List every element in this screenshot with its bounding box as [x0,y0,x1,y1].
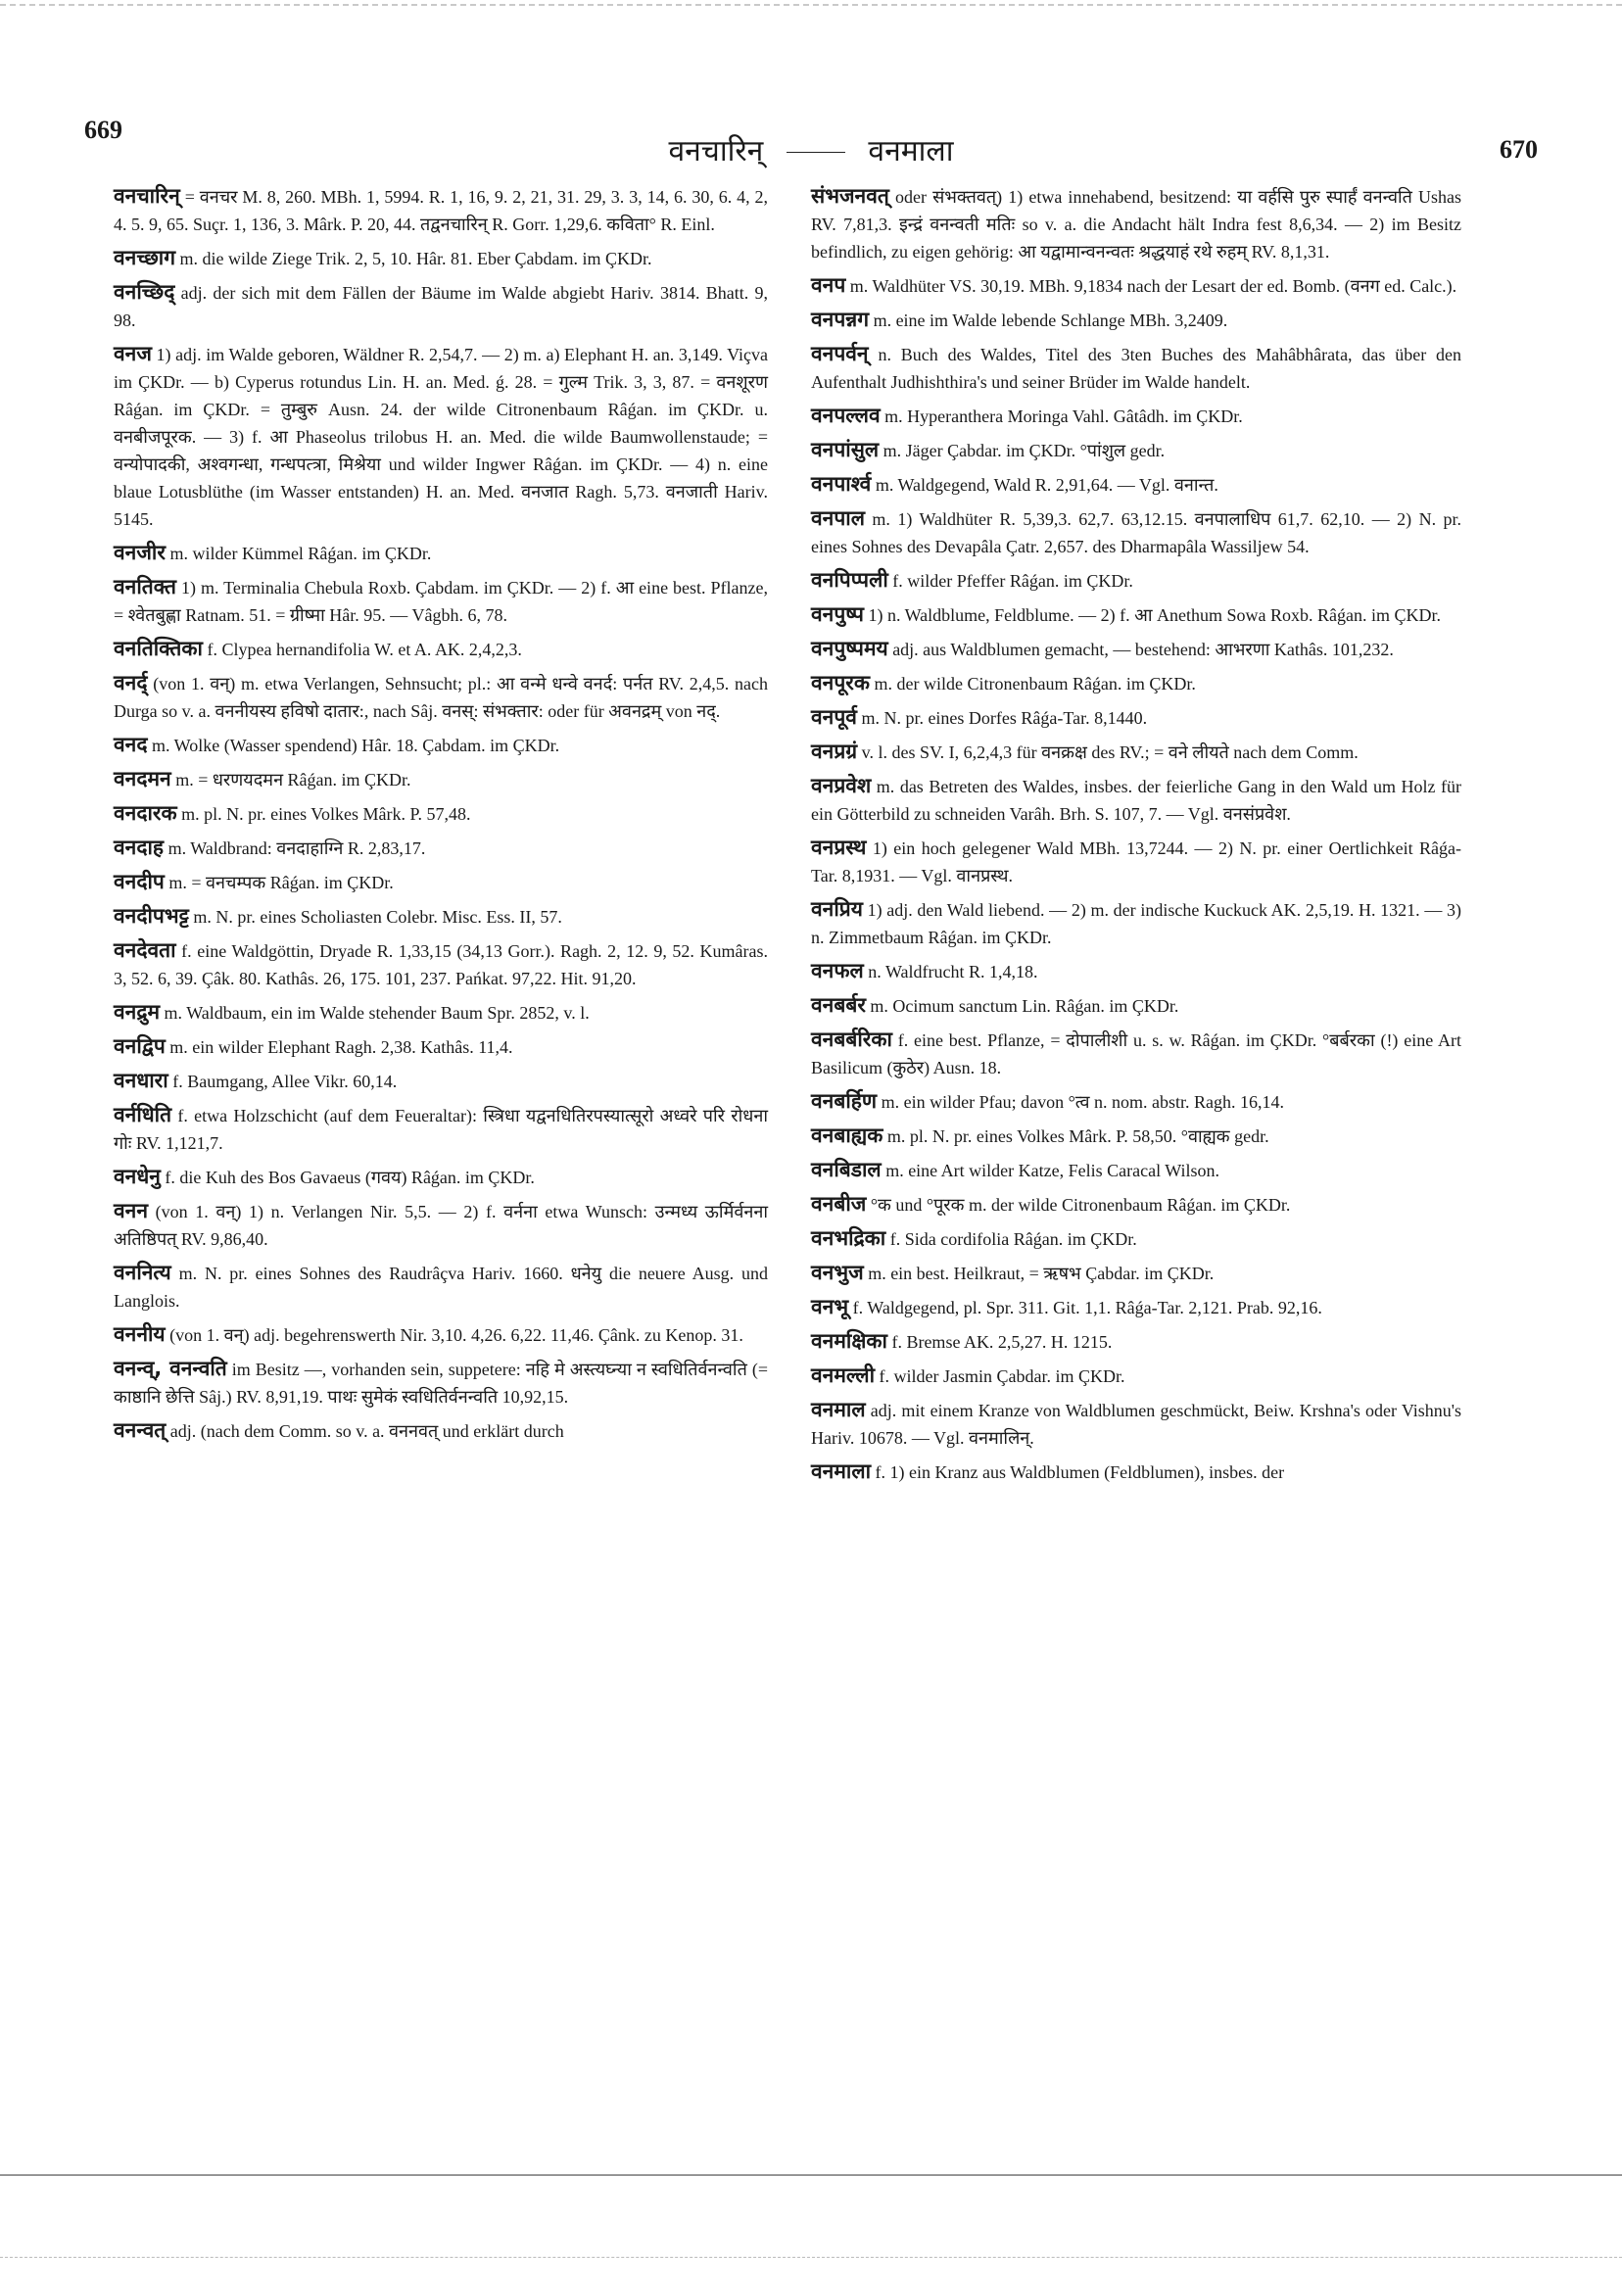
entry-definition: f. 1) ein Kranz aus Waldblumen (Feldblumen), insbes. der [875,1462,1285,1482]
entry-definition: im Besitz —, vorhanden sein, suppetere: नहि मे अस्त्यघ्न्या न स्वधितिर्वनन्वति (= काष्ठानि छेत्ति Sâj.) RV. 8,91,19. पाथः सुमेकं स्वधितिर्वनन्वति 10,92,15. [114,1360,769,1407]
entry-headword: वनपाल [811,506,865,530]
entry-headword: वनधारा [114,1069,168,1092]
entry-definition: (von 1. वन्) 1) n. Verlangen Nir. 5,5. — 2) f. वर्नना etwa Wunsch: उन्मध्य ऊर्मिर्वनना अतिष्ठिपत् RV. 9,86,40. [114,1202,769,1249]
entry-definition: m. die wilde Ziege Trik. 2, 5, 10. Hâr. 81. Eber Çabdam. im ÇKDr. [179,249,652,268]
entry-headword: वनतिक्त [114,575,176,598]
dictionary-entry [811,504,1461,560]
dictionary-entry [811,1362,1461,1390]
dictionary-entry [811,991,1461,1020]
entry-definition: adj. mit einem Kranze von Waldblumen geschmückt, Beiw. Krshna's oder Vishnu's Hariv. 10678. — Vgl. वनमालिन्. [811,1401,1462,1448]
entry-headword: वनचारिन् [114,184,180,208]
dictionary-entry [114,635,768,663]
scan-top-edge [0,4,1622,6]
dictionary-entry [114,936,768,992]
page-number-right: 670 [1500,135,1538,164]
entry-headword: वनबर्बरिका [811,1028,892,1051]
dictionary-entry [811,1190,1461,1219]
entry-headword: वनद्विप [114,1034,166,1058]
entry-definition: 1) adj. im Walde geboren, Wäldner R. 2,54,7. — 2) m. a) Elephant H. an. 3,149. Viçva im ÇKDr. — b) Cyperus rotundus Lin. H. an. Med. ǵ. 28. = गुल्म Trik. 3, 3, 87. = वनशूरण Râǵan. im ÇKDr. = तुम्बुरु Ausn. 24. der wilde Citronenbaum Râǵan. im ÇKDr. u. वनबीजपूरक. — 3) f. आ Phaseolus trilobus H. an. Med. die wilde Baumwollenstaude; = वन्योपादकी, अश्वगन्धा, गन्धपत्त्रा, मिश्रेया und wilder Ingwer Râǵan. im ÇKDr. — 4) n. eine blaue Lotusblüthe (im Wasser entstanden) H. an. Med. वनजात Ragh. 5,73. वनजाती Hariv. 5145. [114,345,768,529]
entry-definition: f. die Kuh des Bos Gavaeus (गवय) Râǵan. im ÇKDr. [165,1168,535,1187]
dictionary-entry [811,1122,1461,1150]
dictionary-entry [114,1197,768,1253]
dictionary-entry [114,765,768,793]
entry-headword: वनमाल [811,1398,866,1421]
entry-headword: वनन्व्, वनन्वति [114,1357,227,1380]
entry-definition: m. = वनचम्पक Râǵan. im ÇKDr. [168,873,394,892]
entry-headword: वनन्वत् [114,1418,167,1442]
entry-headword: वनदारक [114,801,177,825]
entry-definition: m. Waldbrand: वनदाहाग्नि R. 2,83,17. [167,838,426,858]
entry-definition: m. = धरणयदमन Râǵan. im ÇKDr. [175,770,411,789]
entry-headword: वनप [811,273,846,297]
running-header [0,129,1622,169]
entry-headword: वनबीज [811,1192,867,1216]
entry-headword: वनमाला [811,1459,872,1483]
header-last-word: वनमाला [868,134,954,168]
entry-definition: m. der wilde Citronenbaum Râǵan. im ÇKDr. [874,674,1196,694]
dictionary-entry [811,1224,1461,1253]
entry-definition: m. N. pr. eines Sohnes des Raudrâçva Hariv. 1660. धनेयु die neuere Ausg. und Langlois. [114,1264,769,1311]
dictionary-entry [114,868,768,896]
entry-definition: f. Sida cordifolia Râǵan. im ÇKDr. [889,1229,1137,1249]
entry-definition: 1) ein hoch gelegener Wald MBh. 13,7244. — 2) N. pr. einer Oertlichkeit Râǵa-Tar. 8,1931. — Vgl. वानप्रस्थ. [811,838,1462,885]
entry-headword: वनबर्हिण [811,1089,878,1113]
entry-headword: वनदाह [114,836,165,859]
entry-headword: वनप्रिय [811,897,863,921]
entry-definition: v. l. des SV. I, 6,2,4,3 für वनक्रक्ष des RV.; = वने लीयते nach dem Comm. [861,742,1359,762]
entry-definition: m. das Betreten des Waldes, insbes. der feierliche Gang in den Wald um Holz für ein Götterbild zu schneiden Varâh. Brh. S. 107, 7. — Vgl. वनसंप्रवेश. [811,777,1461,824]
entry-headword: वनदीपभट्ट [114,904,189,928]
entry-definition: 1) n. Waldblume, Feldblume. — 2) f. आ Anethum Sowa Roxb. Râǵan. im ÇKDr. [868,605,1442,625]
dictionary-entry [811,470,1461,499]
entry-headword: वनमल्ली [811,1363,876,1387]
entry-headword: वनर्द् [114,671,148,694]
dictionary-entry [811,635,1461,663]
dictionary-entry [811,1396,1461,1452]
dictionary-entry [114,244,768,272]
entry-definition: m. pl. N. pr. eines Volkes Mârk. P. 58,50. °वाह्यक gedr. [886,1126,1269,1146]
entry-headword: वनबिडाल [811,1158,882,1181]
entry-definition: m. Hyperanthera Moringa Vahl. Gâtâdh. im ÇKDr. [884,407,1243,426]
right-column [811,182,1461,1492]
entry-headword: वनतिक्तिका [114,637,203,660]
dictionary-entry [811,1293,1461,1321]
entry-headword: वनच्छाग [114,246,176,269]
entry-definition: m. 1) Waldhüter R. 5,39,3. 62,7. 63,12.15. वनपालाधिप 61,7. 62,10. — 2) N. pr. eines Sohnes des Devapâla Çatr. 2,657. des Dharmapâla Wassiljew 54. [811,509,1462,556]
dictionary-entry [811,1327,1461,1356]
dictionary-entry [114,1416,768,1445]
entry-headword: वनद्रुम [114,1000,161,1024]
entry-headword: वनपूर्व [811,705,857,729]
entry-definition: m. wilder Kümmel Râǵan. im ÇKDr. [169,544,432,563]
entry-definition: m. ein wilder Pfau; davon °त्व n. nom. abstr. Ragh. 16,14. [881,1092,1285,1112]
entry-definition: m. Ocimum sanctum Lin. Râǵan. im ÇKDr. [870,996,1179,1016]
entry-definition: = वनचर M. 8, 260. MBh. 1, 5994. R. 1, 16, 9. 2, 21, 31. 29, 3. 3, 14, 6. 30, 6. 4, 2, 4. 5. 9, 65. Suçr. 1, 136, 3. Mârk. P. 20, 44. तद्वनचारिन् R. Gorr. 1,29,6. कविता° R. Einl. [114,187,768,234]
entry-headword: वनप्रवेश [811,774,872,797]
entry-definition: m. eine Art wilder Katze, Felis Caracal Wilson. [885,1161,1220,1180]
entry-headword: संभजनवत् [811,184,889,208]
entry-headword: वनपुष्प [811,602,864,626]
entry-definition: m. pl. N. pr. eines Volkes Mârk. P. 57,48. [181,804,471,824]
dictionary-entry [811,600,1461,629]
dictionary-entry [811,402,1461,430]
entry-definition: 1) adj. den Wald liebend. — 2) m. der indische Kuckuck AK. 2,5,19. H. 1321. — 3) n. Zimmetbaum Râǵan. im ÇKDr. [811,900,1462,947]
entry-definition: m. Waldhüter VS. 30,19. MBh. 9,1834 nach der Lesart der ed. Bomb. (वनग ed. Calc.). [849,276,1457,296]
dictionary-entry [114,669,768,725]
dictionary-entry [811,669,1461,697]
entry-headword: वनद [114,733,148,756]
dictionary-entry [114,1259,768,1315]
dictionary-entry [811,1259,1461,1287]
entry-headword: वननीय [114,1322,166,1346]
dictionary-entry [811,340,1461,396]
entry-definition: m. eine im Walde lebende Schlange MBh. 3,2409. [873,311,1228,330]
entry-headword: वनप्रस्थ [811,836,867,859]
entry-headword: वनभद्रिका [811,1226,886,1250]
entry-definition: f. Bremse AK. 2,5,27. H. 1215. [891,1332,1113,1352]
entry-definition: (von 1. वन्) m. etwa Verlangen, Sehnsucht; pl.: आ वन्मे धन्वे वनर्द: पर्नत RV. 2,4,5. nach Durga so v. a. वननीयस्य हविषो दातार:, nach Sâj. वनस्: संभक्तार: oder für अवनद्रम् von नद्. [114,674,769,721]
dictionary-entry [114,1163,768,1191]
dictionary-entry [811,1156,1461,1184]
dictionary-entry [114,182,768,238]
entry-headword: वर्नधिति [114,1103,172,1126]
dictionary-entry [811,1458,1461,1486]
dictionary-entry [811,306,1461,334]
entry-headword: वनन [114,1199,148,1222]
dictionary-entry [114,902,768,931]
entry-headword: वनज [114,342,152,365]
entry-definition: m. ein wilder Elephant Ragh. 2,38. Kathâs. 11,4. [169,1037,513,1057]
dictionary-entry [811,834,1461,889]
entry-headword: वनच्छिद् [114,280,175,304]
entry-definition: m. N. pr. eines Dorfes Râǵa-Tar. 8,1440. [861,708,1148,728]
dictionary-entry [811,895,1461,951]
dictionary-entry [811,271,1461,300]
dictionary-entry [811,436,1461,464]
dictionary-entry [114,340,768,533]
dictionary-entry [811,957,1461,985]
dictionary-entry [811,738,1461,766]
entry-headword: वनपार्श्व [811,472,872,496]
dictionary-entry [114,1067,768,1095]
header-dash [787,152,845,153]
entry-definition: adj. der sich mit dem Fällen der Bäume im Walde abgiebt Hariv. 3814. Bhatt. 9, 98. [114,283,768,330]
left-column [114,182,768,1451]
entry-definition: m. Waldbaum, ein im Walde stehender Baum Spr. 2852, v. l. [164,1003,590,1023]
entry-headword: वनपूरक [811,671,870,694]
entry-definition: 1) m. Terminalia Chebula Roxb. Çabdam. im ÇKDr. — 2) f. आ eine best. Pflanze, = श्वेतबुह्णा Ratnam. 51. = ग्रीष्मा Hâr. 95. — Vâgbh. 6, 78. [114,578,768,625]
entry-definition: m. Waldgegend, Wald R. 2,91,64. — Vgl. वनान्त. [875,475,1218,495]
dictionary-entry [114,1032,768,1061]
entry-definition: f. Waldgegend, pl. Spr. 311. Git. 1,1. Râǵa-Tar. 2,121. Prab. 92,16. [852,1298,1322,1317]
entry-headword: वनपर्वन् [811,342,869,365]
scan-bottom-edge [0,2257,1622,2258]
entry-definition: f. Clypea hernandifolia W. et A. AK. 2,4,2,3. [207,640,522,659]
dictionary-entry [811,1026,1461,1081]
entry-definition: m. ein best. Heilkraut, = ऋषभ Çabdar. im ÇKDr. [868,1264,1215,1283]
entry-headword: वनपुष्पमय [811,637,888,660]
entry-headword: वनधेनु [114,1165,161,1188]
entry-headword: वनपिप्पली [811,568,888,592]
entry-definition: f. etwa Holzschicht (auf dem Feueraltar): स्त्रिधा यद्वनधितिरपस्यात्सूरो अध्वरे परि रोधना गोः RV. 1,121,7. [114,1106,769,1153]
entry-headword: वनप्रग्रं [811,740,858,763]
dictionary-entry [114,1101,768,1157]
dictionary-entry [114,998,768,1027]
entry-definition: m. Wolke (Wasser spendend) Hâr. 18. Çabdam. im ÇKDr. [151,736,560,755]
entry-headword: वनभू [811,1295,849,1318]
entry-definition: °क und °पूरक m. der wilde Citronenbaum Râǵan. im ÇKDr. [870,1195,1291,1215]
entry-definition: adj. (nach dem Comm. so v. a. वननवत् und erklärt durch [169,1421,564,1441]
entry-headword: वनभुज [811,1261,864,1284]
header-first-word: वनचारिन् [668,134,764,168]
entry-definition: f. Baumgang, Allee Vikr. 60,14. [172,1072,398,1091]
entry-headword: वनफल [811,959,864,982]
dictionary-entry [114,731,768,759]
entry-headword: वनजीर [114,541,166,564]
entry-headword: वनपन्नग [811,308,870,331]
entry-headword: वनपांसुल [811,438,880,461]
entry-definition: oder संभक्तवत्) 1) etwa innehabend, besitzend: या वर्हसि पुरु स्पार्हं वनन्वति Ushas RV. 7,81,3. इन्द्रं वनन्वती मतिः so v. a. die Andacht hält Indra fest 8,6,34. — 2) im Besitz befindlich, zu eigen gehörig: आ यद्वामान्वनन्वतः श्रद्धयाहं रथे रुहम् RV. 8,1,31. [811,187,1462,262]
entry-definition: (von 1. वन्) adj. begehrenswerth Nir. 3,10. 4,26. 6,22. 11,46. Çânk. zu Kenop. 31. [169,1325,743,1345]
dictionary-entry [114,573,768,629]
dictionary-entry [114,1320,768,1349]
dictionary-entry [114,799,768,828]
entry-definition: m. Jäger Çabdar. im ÇKDr. °पांशुल gedr. [883,441,1166,460]
dictionary-entry [811,703,1461,732]
entry-definition: f. eine Waldgöttin, Dryade R. 1,33,15 (34,13 Gorr.). Ragh. 2, 12. 9, 52. Kumâras. 3, 52. 6, 39. Çâk. 80. Kathâs. 26, 175. 101, 237. Pańkat. 97,22. Hit. 91,20. [114,941,768,988]
dictionary-entry [811,1087,1461,1116]
entry-headword: वनपल्लव [811,404,881,427]
entry-headword: वनमक्षिका [811,1329,887,1353]
entry-definition: f. wilder Pfeffer Râǵan. im ÇKDr. [892,571,1133,591]
dictionary-entry [811,566,1461,595]
dictionary-entry [811,772,1461,828]
entry-definition: n. Waldfrucht R. 1,4,18. [868,962,1038,981]
dictionary-entry [114,1355,768,1411]
entry-definition: f. wilder Jasmin Çabdar. im ÇKDr. [879,1366,1125,1386]
entry-headword: वनदीप [114,870,165,893]
entry-definition: m. N. pr. eines Scholiasten Colebr. Misc. Ess. II, 57. [193,907,562,927]
entry-definition: f. eine best. Pflanze, = दोपालीशी u. s. w. Râǵan. im ÇKDr. °बर्बरका (!) eine Art Basilicum (कुठेर) Ausn. 18. [811,1030,1462,1077]
dictionary-entry [114,834,768,862]
entry-headword: वनबर्बर [811,993,866,1017]
dictionary-entry [811,182,1461,265]
entry-headword: वनबाह्यक [811,1124,883,1147]
entry-definition: n. Buch des Waldes, Titel des 3ten Buches des Mahâbhârata, das über den Aufenthalt Judhishthira's und seiner Brüder im Walde handelt. [811,345,1462,392]
entry-definition: adj. aus Waldblumen gemacht, — bestehend: आभरणा Kathâs. 101,232. [892,640,1394,659]
entry-headword: वनदेवता [114,938,176,962]
dictionary-entry [114,278,768,334]
page-number-left: 669 [84,116,122,144]
scan-bottom-rule [0,2175,1622,2176]
dictionary-entry [114,539,768,567]
entry-headword: वननित्य [114,1261,171,1284]
entry-headword: वनदमन [114,767,171,790]
